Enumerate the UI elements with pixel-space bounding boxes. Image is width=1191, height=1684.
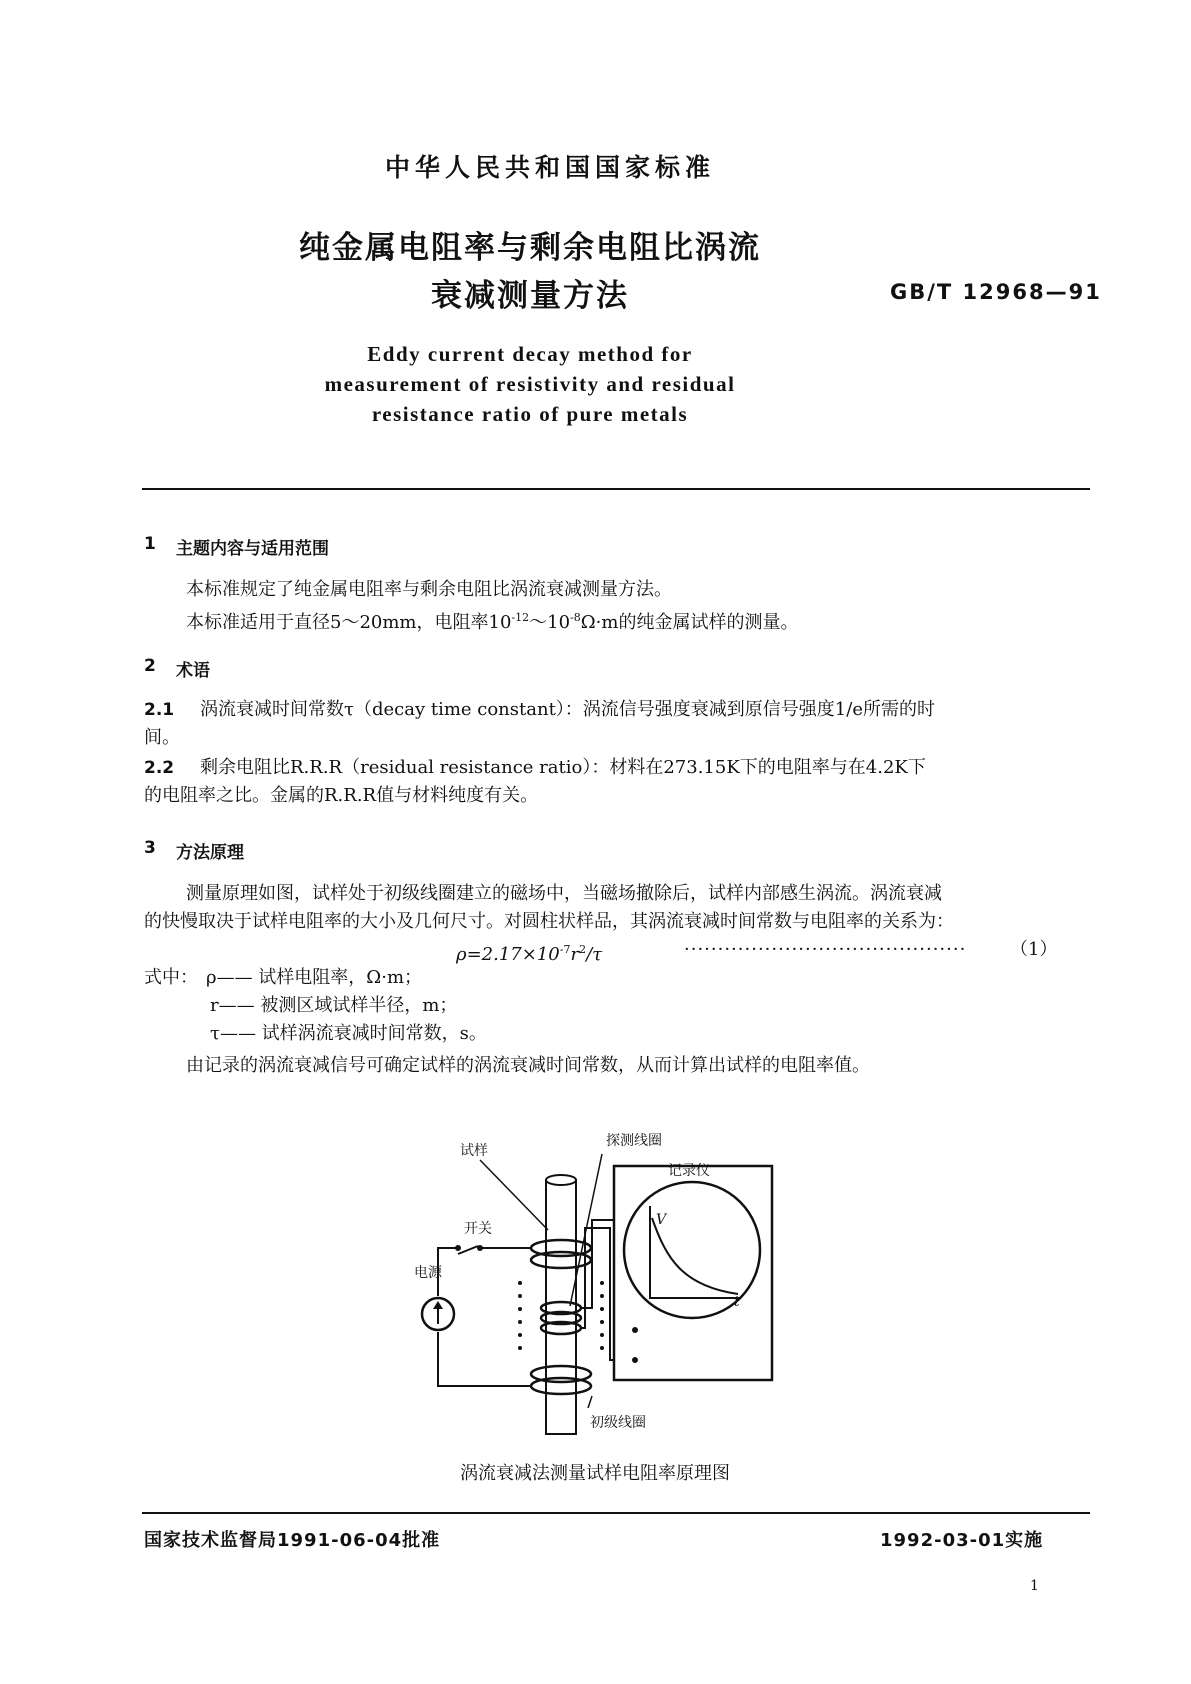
section-1-heading: 主题内容与适用范围: [176, 539, 329, 559]
section-2-heading: 术语: [176, 661, 210, 681]
bottom-divider: [142, 1512, 1090, 1514]
label-recorder: 记录仪: [668, 1163, 710, 1179]
section-2-number: 2: [144, 656, 156, 676]
definition-rho: ρ—— 试样电阻率，Ω·m；: [206, 967, 423, 988]
standard-number: GB/T 12968—91: [890, 280, 1102, 304]
term-2-2-number: 2.2: [144, 758, 175, 778]
section-3-heading: 方法原理: [176, 843, 244, 863]
formula-number: （1）: [1010, 939, 1058, 960]
term-2-1-line-1: 涡流衰减时间常数τ（decay time constant）：涡流信号强度衰减到原信号强度1/e所需的时: [200, 699, 935, 720]
definition-r: r—— 被测区域试样半径，m；: [210, 995, 458, 1016]
section-3-para-line-2: 的快慢取决于试样电阻率的大小及几何尺寸。对圆柱状样品，其涡流衰减时间常数与电阻率的关系为：: [144, 911, 954, 932]
english-title-line-2: measurement of resistivity and residual: [324, 372, 736, 396]
label-power: 电源: [414, 1265, 442, 1281]
approval-date: 国家技术监督局1991-06-04批准: [144, 1530, 441, 1551]
label-primary-coil: 初级线圈: [590, 1415, 646, 1431]
axis-label-v: V: [656, 1212, 667, 1228]
formula-leader-dots: ··········································: [684, 939, 967, 960]
term-2-1-number: 2.1: [144, 700, 175, 720]
definition-tau: τ—— 试样涡流衰减时间常数，s。: [210, 1023, 487, 1044]
term-2-2-line-1: 剩余电阻比R.R.R（residual resistance ratio）：材料在273.15K下的电阻率与在4.2K下: [200, 757, 926, 778]
title-line-1: 纯金属电阻率与剩余电阻比涡流: [299, 230, 761, 266]
term-2-1-line-2: 间。: [144, 727, 180, 748]
effective-date: 1992-03-01实施: [880, 1530, 1044, 1551]
label-probe-coil: 探测线圈: [606, 1133, 662, 1149]
formula-1: $\rho=2.17\times 10^{-7}r^2/\tau$: [456, 943, 603, 965]
section-3-number: 3: [144, 838, 156, 858]
section-1-number: 1: [144, 534, 156, 554]
axis-label-t: t: [734, 1294, 740, 1310]
label-switch: 开关: [464, 1221, 492, 1237]
figure-caption: 涡流衰减法测量试样电阻率原理图: [460, 1463, 730, 1484]
label-sample: 试样: [460, 1143, 488, 1159]
sample-rod-top: [546, 1175, 576, 1185]
section-3-para-line-1: 测量原理如图，试样处于初级线圈建立的磁场中，当磁场撤除后，试样内部感生涡流。涡流衰减: [186, 883, 942, 904]
english-title-line-3: resistance ratio of pure metals: [371, 402, 689, 426]
english-title-line-1: Eddy current decay method for: [367, 342, 693, 366]
top-divider: [142, 488, 1090, 490]
section-1-para-1: 本标准规定了纯金属电阻率与剩余电阻比涡流衰减测量方法。: [186, 579, 672, 600]
term-2-2-line-2: 的电阻率之比。金属的R.R.R值与材料纯度有关。: [144, 785, 539, 806]
sample-rod: [546, 1180, 576, 1434]
page-number: 1: [1030, 1578, 1039, 1594]
conclusion-paragraph: 由记录的涡流衰减信号可确定试样的涡流衰减时间常数，从而计算出试样的电阻率值。: [186, 1055, 870, 1076]
title-line-2: 衰减测量方法: [431, 278, 629, 314]
section-1-para-2: 本标准适用于直径5～20mm，电阻率$10^{-12}\sim 10^{-8}\Omega\cdot m$的纯金属试样的测量。: [186, 611, 799, 633]
where-label: 式中：: [144, 967, 198, 988]
org-title: 中华人民共和国国家标准: [384, 153, 715, 182]
